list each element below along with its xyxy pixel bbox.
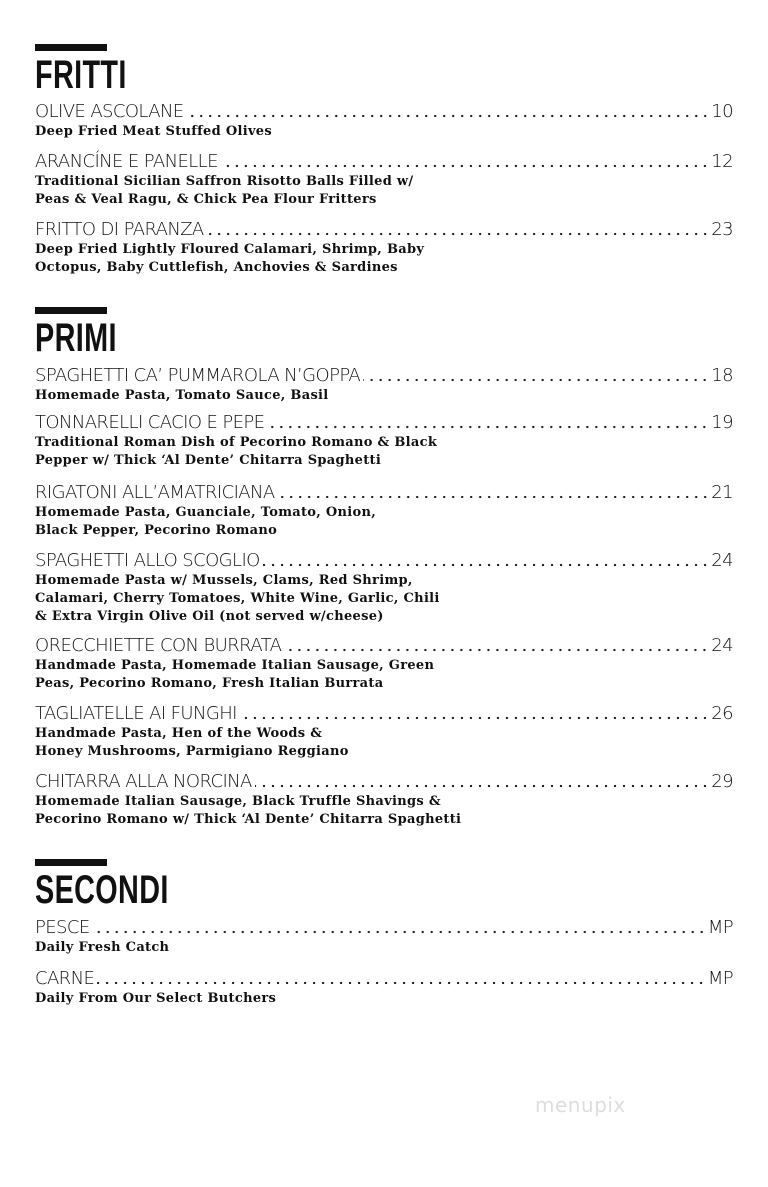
menu-item [35,770,733,828]
section-fritti [35,44,733,275]
item-name: SPAGHETTI CA’ PUMMAROLA N’GOPPA [35,365,361,386]
menu-item [35,364,733,404]
item-row [35,549,733,571]
item-description: Handmade Pasta, Hen of the Woods & [35,726,323,741]
item-description: Homemade Pasta, Tomato Sauce, Basil [35,388,329,403]
item-description: Peas, Pecorino Romano, Fresh Italian Burrata [35,676,384,691]
item-price: 24 [711,635,733,656]
item-name: CARNE [35,968,95,989]
dot-leader [284,648,709,652]
item-price: 29 [711,771,733,792]
section-bar [35,859,107,866]
section-title: FRITTI [35,53,127,97]
item-description: Black Pepper, Pecorino Romano [35,523,278,538]
section-secondi [35,859,733,1006]
item-description: Homemade Italian Sausage, Black Truffle Shavings & [35,794,441,809]
item-name: ORECCHIETTE CON BURRATA [35,635,282,656]
item-price: MP [707,968,733,989]
dot-leader [221,164,709,168]
item-row [35,481,733,503]
item-row [35,916,733,938]
item-description: Homemade Pasta w/ Mussels, Clams, Red Shrimp, [35,573,413,588]
item-description: Daily From Our Select Butchers [35,991,277,1006]
menupix-watermark: menupix [535,1093,626,1117]
section-bar [35,44,107,51]
item-price: 18 [711,365,733,386]
item-description: Handmade Pasta, Homemade Italian Sausage, Green [35,658,435,673]
item-name: PESCE [35,917,90,938]
menu-item [35,702,733,760]
item-price: 12 [711,151,733,172]
menu-item [35,150,733,208]
section-primi [35,307,733,827]
item-row [35,100,733,122]
dot-leader [240,716,709,720]
section-title: PRIMI [35,316,117,360]
dot-leader [278,495,710,499]
item-price: 19 [711,412,733,433]
dot-leader [267,425,709,429]
item-description: Pepper w/ Thick ‘Al Dente’ Chitarra Spaghetti [35,453,382,468]
menu-item [35,481,733,539]
menu-item [35,100,733,140]
section-title: SECONDI [35,868,169,912]
item-description: Deep Fried Meat Stuffed Olives [35,124,272,139]
item-price: 10 [711,101,733,122]
item-price: 23 [711,219,733,240]
item-price: 21 [711,482,733,503]
item-description: Pecorino Romano w/ Thick ‘Al Dente’ Chitarra Spaghetti [35,812,462,827]
item-description: Honey Mushrooms, Parmigiano Reggiano [35,744,349,759]
item-row [35,634,733,656]
item-name: FRITTO DI PARANZA [35,219,204,240]
dot-leader [263,563,710,567]
item-row [35,218,733,240]
menu-item [35,218,733,276]
item-description: Traditional Roman Dish of Pecorino Romano & Black [35,435,438,450]
item-price: MP [707,917,733,938]
item-description: & Extra Virgin Olive Oil (not served w/cheese) [35,609,384,624]
section-bar [35,307,107,314]
item-description: Octopus, Baby Cuttlefish, Anchovies & Sardines [35,260,398,275]
item-row [35,150,733,172]
menu-item [35,634,733,692]
item-name: TAGLIATELLE AI FUNGHI [35,703,237,724]
item-name: TONNARELLI CACIO E PEPE [35,412,265,433]
item-description: Deep Fried Lightly Floured Calamari, Shrimp, Baby [35,242,425,257]
menu-item [35,967,733,1007]
dot-leader [187,114,710,118]
item-row [35,411,733,433]
item-name: RIGATONI ALL’AMATRICIANA [35,482,275,503]
item-name: CHITARRA ALLA NORCINA [35,771,252,792]
item-price: 24 [711,550,733,571]
item-row [35,364,733,386]
item-description: Traditional Sicilian Saffron Risotto Balls Filled w/ [35,174,414,189]
menu-item [35,411,733,469]
item-description: Calamari, Cherry Tomatoes, White Wine, Garlic, Chili [35,591,440,606]
menu-item [35,549,733,625]
dot-leader [255,784,710,788]
dot-leader [97,981,706,985]
item-row [35,770,733,792]
item-name: OLIVE ASCOLANE [35,101,184,122]
item-description: Peas & Veal Ragu, & Chick Pea Flour Fritters [35,192,377,207]
item-row [35,702,733,724]
item-name: SPAGHETTI ALLO SCOGLIO [35,550,260,571]
item-price: 26 [711,703,733,724]
item-row [35,967,733,989]
item-description: Homemade Pasta, Guanciale, Tomato, Onion, [35,505,377,520]
menu-item [35,916,733,956]
item-description: Daily Fresh Catch [35,940,170,955]
dot-leader [207,232,710,236]
dot-leader [363,378,709,382]
item-name: ARANCÍNE E PANELLE [35,151,218,172]
dot-leader [93,930,706,934]
